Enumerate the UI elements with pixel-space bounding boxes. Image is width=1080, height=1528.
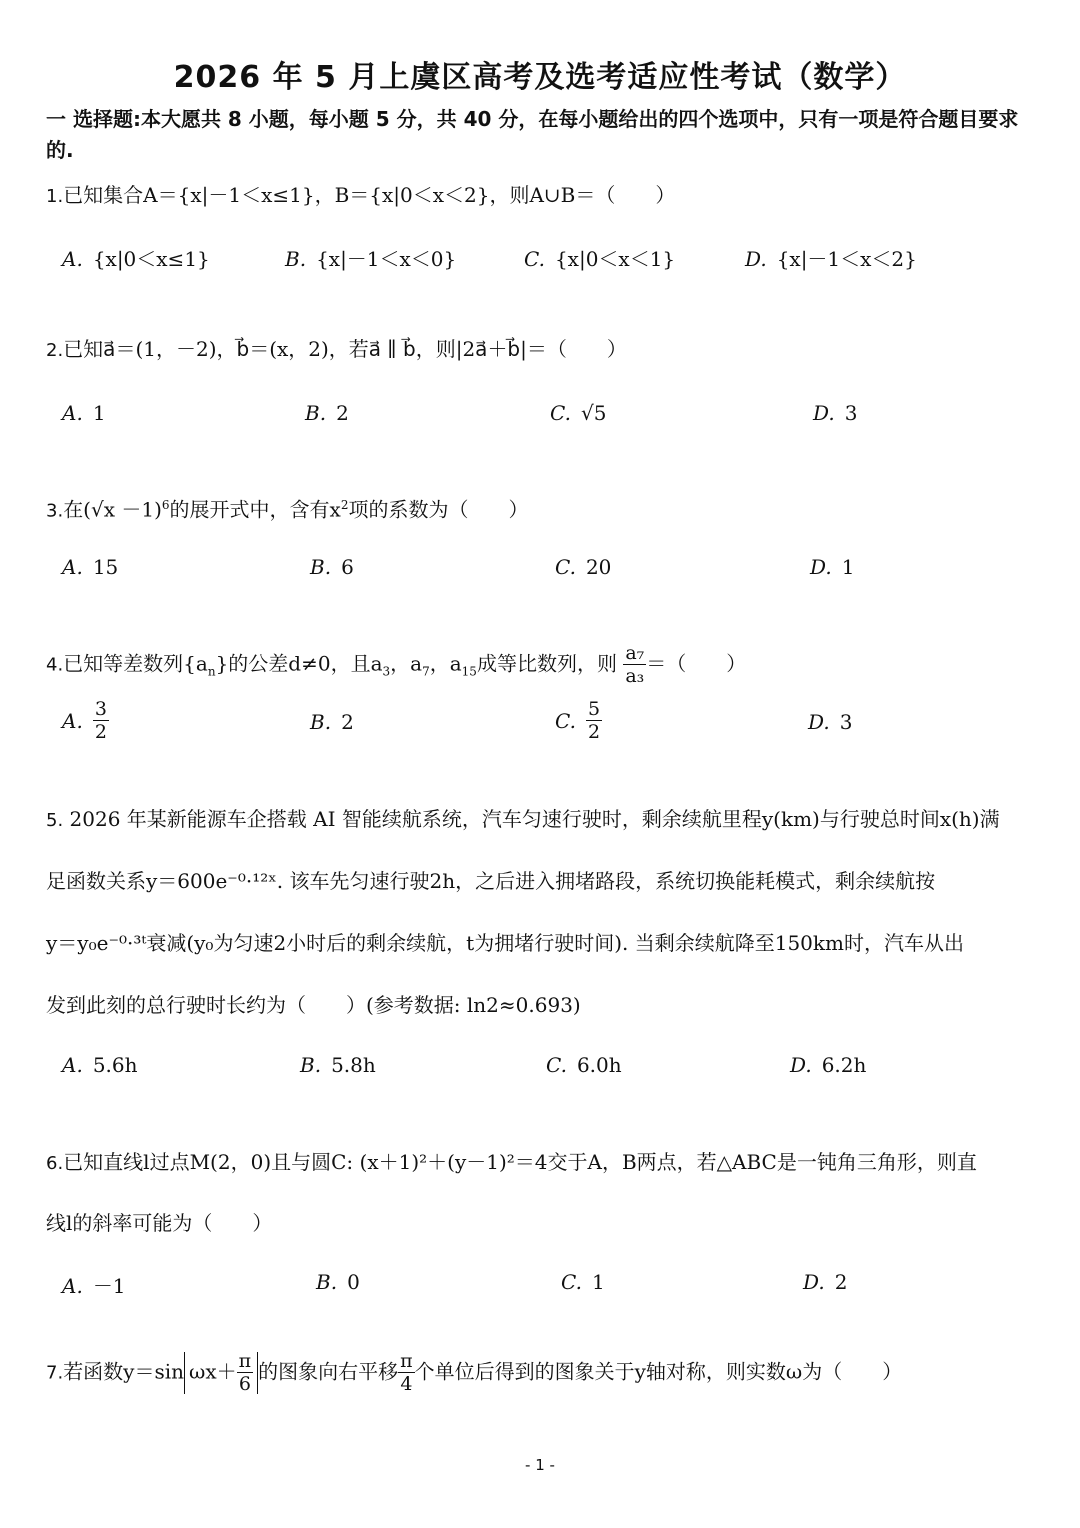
question-3-option-a: A. 15: [62, 555, 119, 579]
question-4-option-c: C. $\frac{5}{2}$: [555, 698, 601, 743]
question-6-option-c: C. 1: [561, 1270, 605, 1294]
question-1-option-c: C. {x|0＜x＜1}: [524, 247, 676, 271]
question-6-option-b: B. 0: [316, 1270, 360, 1294]
page-number: - 1 -: [525, 1456, 555, 1474]
question-6-option-a: A. －1: [62, 1274, 126, 1298]
shift-fraction: $\frac{\pi}{4}$: [400, 1350, 413, 1395]
question-5-option-b: B. 5.8h: [300, 1053, 376, 1077]
question-5-line-4: 发到此刻的总行驶时长约为（ ）(参考数据: ln2≈0.693): [46, 993, 581, 1017]
vector-magnitude: |2a⃗＋b⃗|: [455, 337, 527, 361]
question-4-option-a: A. $\frac{3}{2}$: [62, 698, 107, 743]
question-5-option-c: C. 6.0h: [546, 1053, 622, 1077]
ratio-fraction: $\frac{\text{a₇}}{\text{a₃}}$: [625, 642, 645, 687]
question-5-line-2: 足函数关系y＝600e⁻⁰·¹²ˣ. 该车先匀速行驶2h，之后进入拥堵路段，系统切换能耗模式，剩余续航按: [46, 869, 936, 893]
question-3-option-b: B. 6: [310, 555, 354, 579]
absolute-value-expression: ωx＋ $\frac{\pi}{6}$: [184, 1352, 258, 1394]
question-6-option-d: D. 2: [803, 1270, 848, 1294]
question-2-option-b: B. 2: [305, 401, 349, 425]
question-3-stem: 3.在$(√x -1)^6$的展开式中，含有$x^2$项的系数为（ ）: [46, 497, 529, 522]
question-2-option-d: D. 3: [813, 401, 858, 425]
question-2-stem: 2.已知a⃗＝(1，－2)，b⃗＝(x，2)，若a⃗ ∥ b⃗，则|2a⃗＋b⃗|＝（ ）: [46, 337, 627, 361]
question-2-option-a: A. 1: [62, 401, 106, 425]
question-1-option-d: D. {x|－1＜x＜2}: [745, 247, 917, 271]
question-5-option-a: A. 5.6h: [62, 1053, 138, 1077]
question-7-stem: 7.若函数y＝sin ωx＋ $\frac{\pi}{6}$ 的图象向右平移 $\frac{\pi}{4}$ 个单位后得到的图象关于y轴对称，则实数ω为（ ）: [46, 1350, 903, 1395]
question-1-option-a: A. {x|0＜x≤1}: [62, 247, 210, 271]
question-6-line-2: 线l的斜率可能为（ ）: [46, 1211, 273, 1235]
question-4-stem: 4.已知等差数列$\{a_n\}$的公差d≠0，且$a_3$，$a_7$，$a_{15}$成等比数列，则 $\frac{\text{a₇}}{\text{a₃}}$ ＝（ ）: [46, 642, 747, 687]
question-3-option-c: C. 20: [555, 555, 612, 579]
question-5-line-3: y＝y₀e⁻⁰·³ᵗ衰减(y₀为匀速2小时后的剩余续航，t为拥堵行驶时间). 当剩余续航降至150km时，汽车从出: [46, 931, 964, 955]
question-4-option-d: D. 3: [808, 710, 853, 734]
question-5-line-1: 5. 2026 年某新能源车企搭载 AI 智能续航系统，汽车匀速行驶时，剩余续航里程y(km)与行驶总时间x(h)满: [46, 807, 1000, 831]
question-2-option-c: C. √5: [550, 401, 607, 425]
question-3-option-d: D. 1: [810, 555, 855, 579]
question-1-stem: 1.已知集合A＝{x|－1＜x≤1}，B＝{x|0＜x＜2}，则A∪B＝（ ）: [46, 183, 676, 207]
question-6-line-1: 6.已知直线l过点M(2，0)且与圆C: (x＋1)²＋(y－1)²＝4交于A，B两点，若△ABC是一钝角三角形，则直: [46, 1150, 977, 1174]
question-4-option-b: B. 2: [310, 710, 354, 734]
question-5-option-d: D. 6.2h: [790, 1053, 867, 1077]
question-1-option-b: B. {x|－1＜x＜0}: [285, 247, 457, 271]
page-title: 2026 年 5 月上虞区高考及选考适应性考试（数学）: [173, 60, 907, 95]
section-heading: 一 选择题:本大愿共 8 小题，每小题 5 分，共 40 分，在每小题给出的四个选项中，只有一项是符合题目要求的.: [46, 107, 1019, 162]
